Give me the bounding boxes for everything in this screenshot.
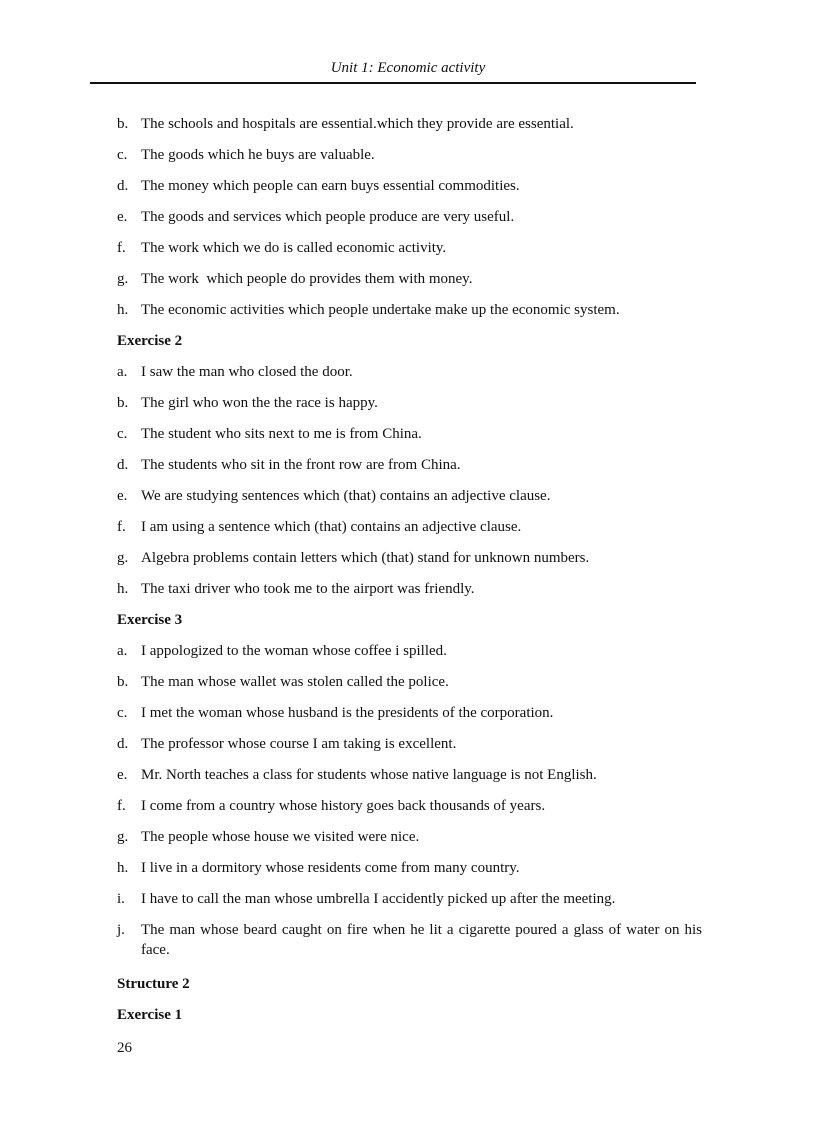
item-label: e. [117,488,128,504]
list-item [117,424,702,455]
list-item [117,827,702,858]
item-label: e. [117,209,128,225]
list-item [117,641,702,672]
list-item [117,238,702,269]
list-item [117,455,702,486]
list-item [117,300,702,331]
item-text: I met the woman whose husband is the presidents of the corporation. [141,705,554,721]
item-text: The work which people do provides them with money. [141,271,473,287]
list-item [117,269,702,300]
item-label: c. [117,705,128,721]
exercise-3-heading: Exercise 3 [117,612,183,628]
item-text: The schools and hospitals are essential.which they provide are essential. [141,116,574,132]
list-item [117,796,702,827]
item-text: The man whose beard caught on fire when he lit a cigarette poured a glass of water on his face. [141,922,702,958]
item-text: I have to call the man whose umbrella I accidently picked up after the meeting. [141,891,616,907]
list-item [117,393,702,424]
list-item [117,486,702,517]
item-text: Mr. North teaches a class for students whose native language is not English. [141,767,597,783]
exercise-2-heading: Exercise 2 [117,333,183,349]
item-label: d. [117,457,129,473]
list-item [117,517,702,548]
item-label: e. [117,767,128,783]
item-label: g. [117,271,129,287]
list-item [117,672,702,703]
item-text: The taxi driver who took me to the airport was friendly. [141,581,475,597]
item-label: d. [117,736,129,752]
page-content [117,114,702,1036]
list-item [117,889,702,920]
list-item [117,145,702,176]
item-text: I am using a sentence which (that) contains an adjective clause. [141,519,522,535]
item-text: We are studying sentences which (that) contains an adjective clause. [141,488,551,504]
item-text: The students who sit in the front row are from China. [141,457,461,473]
item-label: c. [117,147,128,163]
page-number: 26 [117,1040,132,1056]
item-label: h. [117,302,129,318]
item-label: i. [117,891,125,907]
list-item [117,920,702,974]
item-label: f. [117,240,126,256]
item-label: d. [117,178,129,194]
item-label: f. [117,519,126,535]
item-label: g. [117,550,129,566]
list-item [117,858,702,889]
list-item [117,362,702,393]
item-label: b. [117,395,129,411]
list-item [117,765,702,796]
list-item [117,176,702,207]
item-label: a. [117,364,128,380]
item-text: The professor whose course I am taking is excellent. [141,736,457,752]
item-text: The money which people can earn buys essential commodities. [141,178,520,194]
item-text: The goods which he buys are valuable. [141,147,375,163]
list-item [117,114,702,145]
list-item [117,579,702,610]
item-text: Algebra problems contain letters which (that) stand for unknown numbers. [141,550,590,566]
item-text: The girl who won the the race is happy. [141,395,378,411]
list-item [117,734,702,765]
header-rule [90,82,696,84]
item-text: The man whose wallet was stolen called the police. [141,674,449,690]
item-label: b. [117,674,129,690]
item-text: I appologized to the woman whose coffee i spilled. [141,643,447,659]
item-label: g. [117,829,129,845]
item-label: h. [117,860,129,876]
item-text: I saw the man who closed the door. [141,364,353,380]
item-label: h. [117,581,129,597]
item-label: f. [117,798,126,814]
running-header: Unit 1: Economic activity [330,60,486,76]
item-text: The student who sits next to me is from China. [141,426,422,442]
item-text: The economic activities which people undertake make up the economic system. [141,302,620,318]
item-label: a. [117,643,128,659]
list-item [117,207,702,238]
list-item [117,548,702,579]
item-label: c. [117,426,128,442]
item-text: The goods and services which people produce are very useful. [141,209,515,225]
item-label: b. [117,116,129,132]
item-text: The work which we do is called economic activity. [141,240,447,256]
item-text: I live in a dormitory whose residents come from many country. [141,860,520,876]
list-item [117,703,702,734]
item-label: j. [117,922,125,938]
item-text: I come from a country whose history goes back thousands of years. [141,798,546,814]
exercise-1-heading: Exercise 1 [117,1007,183,1023]
item-text: The people whose house we visited were nice. [141,829,420,845]
structure-2-heading: Structure 2 [117,976,190,992]
